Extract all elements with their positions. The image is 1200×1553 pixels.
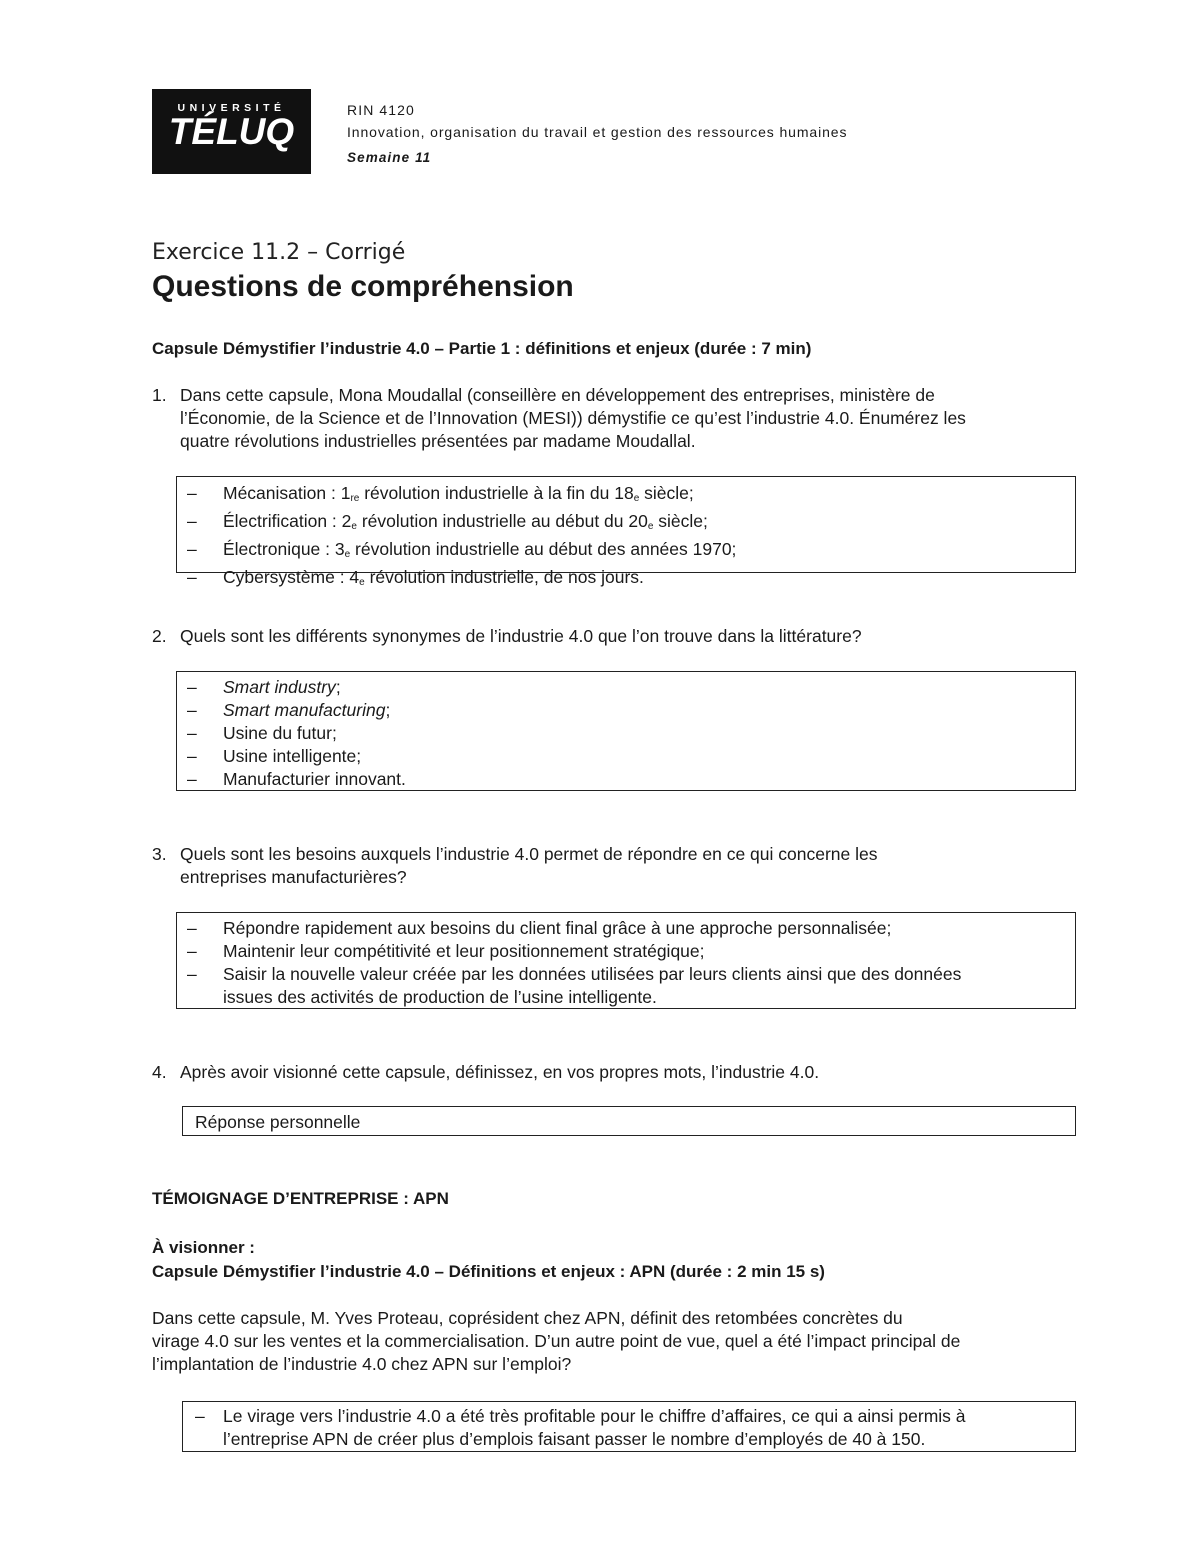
logo-teluq-text: TÉLUQ	[168, 111, 295, 152]
answer-box-3	[176, 912, 1076, 1009]
week-label: Semaine 11	[347, 150, 432, 165]
question-3	[152, 843, 1082, 891]
capsule2-heading: Capsule Démystifier l’industrie 4.0 – Définitions et enjeux : APN (durée : 2 min 15 s)	[152, 1262, 825, 1281]
answer-item: – Électronique : 3e révolution industrielle au début des années 1970;	[187, 539, 737, 560]
exercise-title: Exercice 11.2 – Corrigé	[152, 240, 406, 265]
answer-item: – Usine du futur;	[187, 723, 337, 743]
page-title: Questions de compréhension	[152, 270, 574, 303]
course-code: RIN 4120	[347, 102, 415, 118]
course-title: Innovation, organisation du travail et gestion des ressources humaines	[347, 124, 848, 140]
question-1	[152, 384, 1082, 454]
logo-university-text: UNIVERSITÉ	[177, 102, 286, 114]
answer-item: – Usine intelligente;	[187, 746, 362, 766]
question-text: Quels sont les différents synonymes de l’industrie 4.0 que l’on trouve dans la littérature?	[180, 626, 862, 646]
testimony-paragraph	[152, 1307, 1082, 1376]
answer-item: – Le virage vers l’industrie 4.0 a été très profitable pour le chiffre d’affaires, ce qui a ainsi permis à	[195, 1406, 966, 1426]
answer-item: – Mécanisation : 1re révolution industrielle à la fin du 18e siècle;	[187, 483, 694, 504]
question-line: Quels sont les besoins auxquels l’industrie 4.0 permet de répondre en ce qui concerne les	[180, 844, 878, 864]
answer-box-5	[182, 1401, 1076, 1452]
question-2	[152, 625, 1082, 649]
watch-label: À visionner :	[152, 1238, 255, 1257]
question-number: 4.	[152, 1062, 167, 1082]
capsule1-heading: Capsule Démystifier l’industrie 4.0 – Partie 1 : définitions et enjeux (durée : 7 min)	[152, 339, 812, 358]
answer-item: l’entreprise APN de créer plus d’emplois faisant passer le nombre d’employés de 40 à 150.	[223, 1429, 926, 1449]
answer-box-1	[176, 476, 1076, 588]
question-line: quatre révolutions industrielles présentées par madame Moudallal.	[180, 431, 696, 451]
answer-item: – Manufacturier innovant.	[187, 769, 406, 789]
question-line: entreprises manufacturières?	[180, 867, 407, 887]
answer-item: issues des activités de production de l’usine intelligente.	[223, 987, 657, 1007]
question-text	[180, 384, 1080, 453]
question-number: 3.	[152, 844, 167, 864]
answer-item: – Électrification : 2e révolution industrielle au début du 20e siècle;	[187, 511, 708, 532]
question-line: Dans cette capsule, Mona Moudallal (conseillère en développement des entreprises, ministère de	[180, 385, 935, 405]
answer-item: – Smart manufacturing;	[187, 700, 391, 720]
question-4	[152, 1061, 1082, 1085]
paragraph-line: virage 4.0 sur les ventes et la commercialisation. D’un autre point de vue, quel a été l’impact principal de	[152, 1331, 961, 1351]
answer-box-2	[176, 671, 1076, 791]
testimony-heading: TÉMOIGNAGE D’ENTREPRISE : APN	[152, 1189, 449, 1208]
question-line: l’Économie, de la Science et de l’Innovation (MESI)) démystifie ce qu’est l’industrie 4.0. Énumérez les	[180, 408, 966, 428]
paragraph-line: Dans cette capsule, M. Yves Proteau, coprésident chez APN, définit des retombées concrètes du	[152, 1308, 903, 1328]
question-text	[180, 843, 1080, 889]
answer-item: – Cybersystème : 4e révolution industrielle, de nos jours.	[187, 567, 644, 588]
question-number: 1.	[152, 385, 167, 405]
answer-item: – Maintenir leur compétitivité et leur positionnement stratégique;	[187, 941, 705, 961]
paragraph-line: l’implantation de l’industrie 4.0 chez APN sur l’emploi?	[152, 1354, 572, 1374]
answer-item: – Saisir la nouvelle valeur créée par les données utilisées par leurs clients ainsi que des données	[187, 964, 962, 984]
answer-text: Réponse personnelle	[195, 1112, 361, 1132]
question-number: 2.	[152, 626, 167, 646]
question-text: Après avoir visionné cette capsule, définissez, en vos propres mots, l’industrie 4.0.	[180, 1062, 820, 1082]
teluq-logo	[152, 89, 311, 174]
answer-box-4	[182, 1106, 1076, 1136]
answer-item: – Smart industry;	[187, 677, 341, 697]
answer-item: – Répondre rapidement aux besoins du client final grâce à une approche personnalisée;	[187, 918, 892, 938]
